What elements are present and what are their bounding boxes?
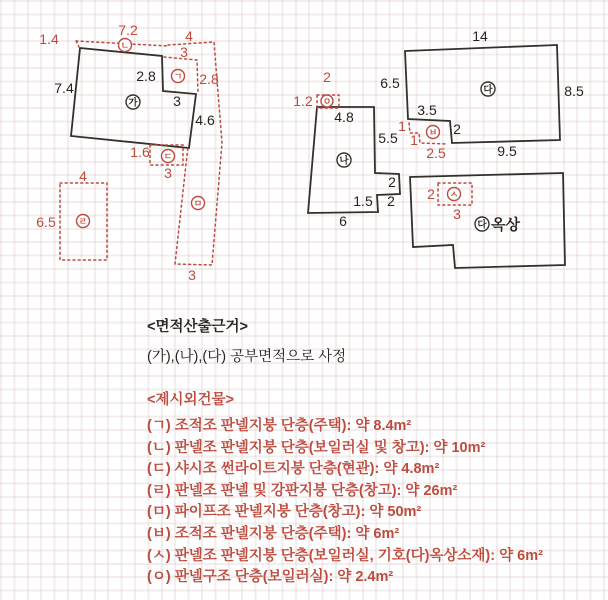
dim-da-notch-right: 2 — [453, 121, 461, 137]
mark-ga — [126, 95, 140, 109]
svg-text:ㄴ: ㄴ — [120, 40, 130, 51]
dim-strip-left: 1.4 — [39, 31, 59, 47]
extra-buildings-heading: <제시외건물> — [147, 392, 234, 408]
extra-item-b: (ㅂ) 조적조 판넬지붕 단층(주택): 약 6m² — [147, 525, 400, 542]
dim-g-top: 3 — [180, 44, 188, 60]
dim-ga-left: 7.4 — [54, 80, 74, 96]
svg-text:ㅁ: ㅁ — [193, 198, 203, 209]
dim-s-left: 2 — [427, 186, 435, 202]
dim-porch-left: 1.6 — [130, 144, 150, 160]
dim-m-top: 4 — [185, 28, 193, 44]
dim-shed-top: 4 — [79, 168, 87, 184]
dim-na-step-bottom: 2 — [387, 193, 395, 209]
extra-item-r: (ㄹ) 판넬조 판넬 및 강판지붕 단층(창고): 약 26m² — [147, 482, 458, 499]
extra-item-o: (ㅇ) 판넬구조 단층(보일러실): 약 2.4m² — [147, 569, 394, 586]
svg-text:ㅂ: ㅂ — [428, 127, 438, 138]
dim-ga-right: 4.6 — [195, 112, 215, 128]
dim-b-bottom: 2.5 — [426, 145, 446, 161]
right-diagram — [293, 28, 584, 268]
dim-o-top: 2 — [323, 69, 331, 85]
svg-text:나: 나 — [339, 155, 349, 167]
dim-da-bottom: 9.5 — [497, 143, 517, 159]
extra-item-n: (ㄴ) 판넬조 판넬지붕 단층(보일러실 및 창고): 약 10m² — [147, 439, 486, 456]
svg-text:ㄹ: ㄹ — [78, 216, 88, 227]
svg-text:다: 다 — [483, 84, 493, 96]
extra-buildings-list — [147, 416, 543, 589]
dim-s-bottom: 3 — [453, 206, 461, 222]
dim-na-step-left: 1.5 — [353, 193, 373, 209]
dim-na-right: 5.5 — [378, 130, 398, 146]
dim-o-left: 1.2 — [293, 93, 313, 109]
dim-da-top: 14 — [472, 28, 488, 44]
dim-na-top: 4.8 — [334, 109, 354, 125]
mark-digeut — [162, 150, 175, 163]
dim-da-right: 8.5 — [564, 83, 584, 99]
extra-item-d: (ㄷ) 샤시조 썬라이트지붕 단층(현관): 약 4.8m² — [147, 461, 440, 478]
mark-nieun — [119, 39, 132, 52]
dim-na-bottom: 6 — [339, 213, 347, 229]
dim-na-step-right: 2 — [388, 174, 396, 190]
svg-text:ㄱ: ㄱ — [173, 71, 183, 82]
dim-g-right: 2.8 — [199, 71, 219, 87]
area-basis-line: (가),(나),(다) 공부면적으로 사정 — [147, 349, 347, 365]
dim-ga-notch-bottom: 3 — [173, 93, 181, 109]
dim-da-notch-top: 3.5 — [417, 102, 437, 118]
svg-text:ㅇ: ㅇ — [322, 96, 332, 107]
mark-bieup — [427, 126, 440, 139]
mark-rieul — [77, 215, 90, 228]
dim-m-bottom: 3 — [188, 267, 196, 283]
svg-text:ㅅ: ㅅ — [449, 189, 459, 200]
dim-strip-top: 7.2 — [118, 22, 138, 38]
roof-label: 옥상 — [491, 216, 520, 234]
mark-da-roof — [475, 216, 520, 234]
extra-item-g: (ㄱ) 조적조 판넬지붕 단층(주택): 약 8.4m² — [147, 418, 412, 434]
mark-na — [337, 153, 351, 167]
dim-da-left: 6.5 — [380, 75, 400, 91]
mark-giyeok — [172, 70, 185, 83]
extra-item-m: (ㅁ) 파이프조 판넬지붕 단층(창고): 약 50m² — [147, 504, 422, 521]
dim-b-mid: 1 — [410, 132, 418, 148]
mark-mieum — [192, 197, 205, 210]
dim-porch-bottom: 3 — [164, 165, 172, 181]
dim-shed-left: 6.5 — [36, 214, 56, 230]
svg-text:가: 가 — [128, 97, 138, 109]
dim-ga-notch-left: 2.8 — [136, 68, 156, 84]
left-diagram — [36, 22, 222, 283]
notes-block — [147, 315, 543, 589]
extra-item-s: (ㅅ) 판넬조 판넬지붕 단층(보일러실, 기호(다)옥상소재): 약 6m² — [147, 547, 543, 564]
mark-siot — [448, 188, 461, 201]
svg-text:다: 다 — [477, 219, 487, 231]
area-basis-heading: <면적산출근거> — [147, 319, 248, 335]
mark-da — [481, 82, 495, 96]
mark-ieung — [321, 95, 333, 107]
svg-text:ㄷ: ㄷ — [163, 151, 173, 162]
dim-b-left: 1 — [398, 118, 406, 134]
